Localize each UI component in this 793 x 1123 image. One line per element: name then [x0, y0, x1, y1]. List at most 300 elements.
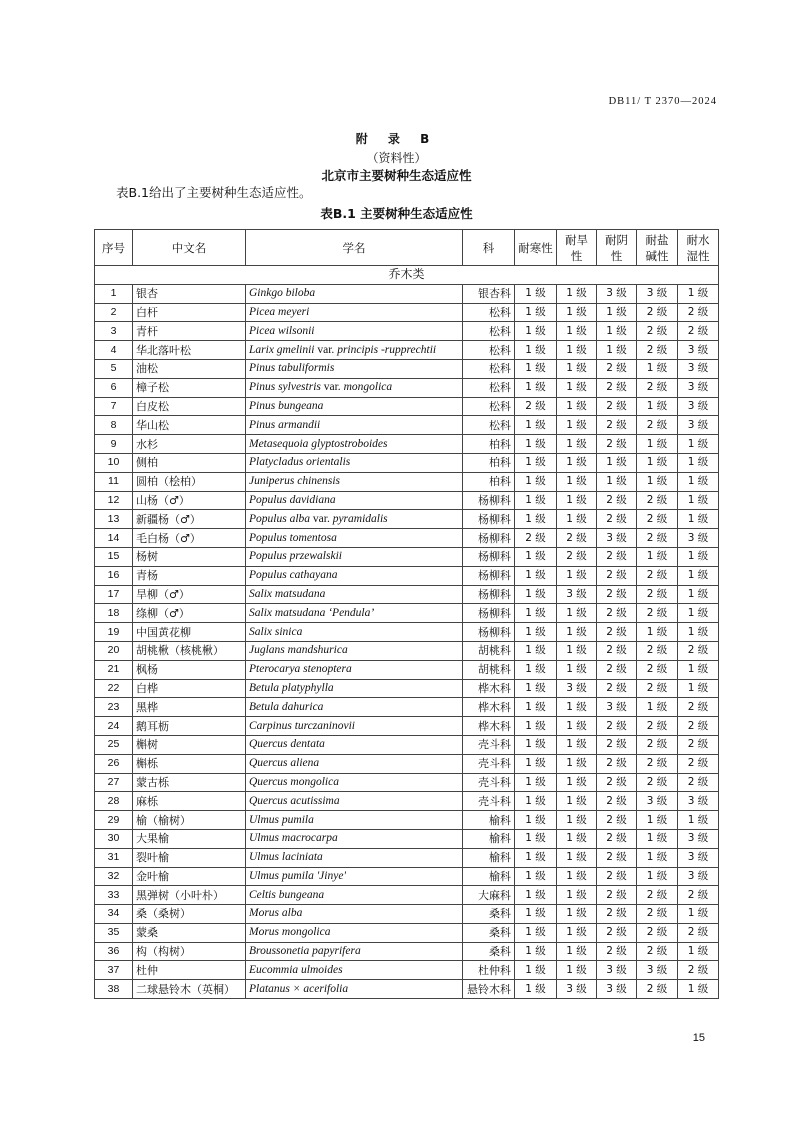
cell-no: 8 [95, 416, 133, 435]
cell-no: 21 [95, 660, 133, 679]
cell-shade-tolerance: 2 级 [597, 378, 637, 397]
cell-chinese-name: 胡桃楸（核桃楸） [133, 641, 246, 660]
cell-family: 松科 [463, 378, 515, 397]
cell-family: 松科 [463, 303, 515, 322]
table-row [95, 886, 719, 905]
cell-salt-tolerance: 2 级 [637, 679, 678, 698]
cell-family: 悬铃木科 [463, 980, 515, 999]
cell-chinese-name: 蒙桑 [133, 923, 246, 942]
cell-water-tolerance: 1 级 [678, 547, 719, 566]
cell-no: 22 [95, 679, 133, 698]
cell-salt-tolerance: 2 级 [637, 942, 678, 961]
cell-salt-tolerance: 2 级 [637, 660, 678, 679]
cell-water-tolerance: 3 级 [678, 867, 719, 886]
cell-scientific-name: Ulmus laciniata [246, 848, 463, 867]
cell-salt-tolerance: 1 级 [637, 359, 678, 378]
tree-adaptability-table [94, 229, 719, 999]
cell-no: 17 [95, 585, 133, 604]
cell-no: 1 [95, 284, 133, 303]
col-header-salt: 耐盐碱性 [637, 230, 678, 266]
cell-shade-tolerance: 1 级 [597, 472, 637, 491]
cell-water-tolerance: 1 级 [678, 679, 719, 698]
cell-chinese-name: 裂叶榆 [133, 848, 246, 867]
cell-cold-tolerance: 1 级 [515, 378, 557, 397]
cell-chinese-name: 绦柳（♂） [133, 604, 246, 623]
cell-scientific-name: Ginkgo biloba [246, 284, 463, 303]
cell-scientific-name: Eucommia ulmoides [246, 961, 463, 980]
cell-salt-tolerance: 1 级 [637, 811, 678, 830]
cell-scientific-name: Platanus × acerifolia [246, 980, 463, 999]
table-row [95, 867, 719, 886]
cell-cold-tolerance: 1 级 [515, 641, 557, 660]
cell-family: 壳斗科 [463, 792, 515, 811]
cell-scientific-name: Ulmus pumila 'Jinye' [246, 867, 463, 886]
cell-no: 37 [95, 961, 133, 980]
col-header-drought: 耐旱性 [557, 230, 597, 266]
cell-drought-tolerance: 1 级 [557, 961, 597, 980]
cell-shade-tolerance: 2 级 [597, 886, 637, 905]
cell-family: 壳斗科 [463, 773, 515, 792]
table-row [95, 510, 719, 529]
cell-salt-tolerance: 3 级 [637, 961, 678, 980]
cell-water-tolerance: 3 级 [678, 341, 719, 360]
cell-drought-tolerance: 3 级 [557, 980, 597, 999]
cell-family: 银杏科 [463, 284, 515, 303]
cell-drought-tolerance: 3 级 [557, 585, 597, 604]
table-row [95, 453, 719, 472]
table-row [95, 698, 719, 717]
cell-drought-tolerance: 1 级 [557, 735, 597, 754]
cell-cold-tolerance: 1 级 [515, 491, 557, 510]
cell-family: 桦木科 [463, 717, 515, 736]
table-caption: 表B.1 主要树种生态适应性 [320, 206, 473, 221]
cell-scientific-name: Picea wilsonii [246, 322, 463, 341]
group-label: 乔木类 [95, 266, 719, 285]
cell-cold-tolerance: 1 级 [515, 435, 557, 454]
cell-water-tolerance: 3 级 [678, 416, 719, 435]
cell-no: 26 [95, 754, 133, 773]
cell-cold-tolerance: 1 级 [515, 453, 557, 472]
cell-scientific-name: Salix sinica [246, 623, 463, 642]
cell-shade-tolerance: 2 级 [597, 660, 637, 679]
cell-drought-tolerance: 1 级 [557, 867, 597, 886]
cell-chinese-name: 青杨 [133, 566, 246, 585]
cell-cold-tolerance: 1 级 [515, 303, 557, 322]
cell-salt-tolerance: 1 级 [637, 397, 678, 416]
cell-chinese-name: 华山松 [133, 416, 246, 435]
col-header-shade: 耐阴性 [597, 230, 637, 266]
cell-water-tolerance: 1 级 [678, 942, 719, 961]
cell-family: 杨柳科 [463, 547, 515, 566]
cell-no: 31 [95, 848, 133, 867]
cell-cold-tolerance: 1 级 [515, 660, 557, 679]
cell-salt-tolerance: 2 级 [637, 416, 678, 435]
cell-scientific-name: Quercus dentata [246, 735, 463, 754]
cell-family: 杨柳科 [463, 510, 515, 529]
cell-family: 杜仲科 [463, 961, 515, 980]
cell-cold-tolerance: 1 级 [515, 811, 557, 830]
cell-cold-tolerance: 1 级 [515, 754, 557, 773]
table-row [95, 416, 719, 435]
cell-scientific-name: Celtis bungeana [246, 886, 463, 905]
cell-chinese-name: 山杨（♂） [133, 491, 246, 510]
cell-cold-tolerance: 1 级 [515, 717, 557, 736]
col-header-family: 科 [463, 230, 515, 266]
cell-drought-tolerance: 1 级 [557, 829, 597, 848]
cell-shade-tolerance: 2 级 [597, 491, 637, 510]
cell-water-tolerance: 1 级 [678, 284, 719, 303]
cell-shade-tolerance: 3 级 [597, 961, 637, 980]
cell-drought-tolerance: 1 级 [557, 942, 597, 961]
cell-scientific-name: Morus alba [246, 905, 463, 924]
cell-shade-tolerance: 2 级 [597, 679, 637, 698]
cell-cold-tolerance: 1 级 [515, 923, 557, 942]
cell-drought-tolerance: 1 级 [557, 886, 597, 905]
cell-chinese-name: 枫杨 [133, 660, 246, 679]
cell-no: 18 [95, 604, 133, 623]
cell-water-tolerance: 3 级 [678, 378, 719, 397]
cell-shade-tolerance: 2 级 [597, 510, 637, 529]
cell-salt-tolerance: 2 级 [637, 980, 678, 999]
table-row [95, 754, 719, 773]
cell-family: 桑科 [463, 923, 515, 942]
cell-no: 9 [95, 435, 133, 454]
cell-water-tolerance: 1 级 [678, 566, 719, 585]
cell-chinese-name: 黑桦 [133, 698, 246, 717]
cell-cold-tolerance: 1 级 [515, 604, 557, 623]
cell-water-tolerance: 1 级 [678, 585, 719, 604]
cell-salt-tolerance: 2 级 [637, 905, 678, 924]
cell-chinese-name: 毛白杨（♂） [133, 529, 246, 548]
cell-cold-tolerance: 1 级 [515, 322, 557, 341]
cell-no: 34 [95, 905, 133, 924]
cell-salt-tolerance: 2 级 [637, 773, 678, 792]
cell-salt-tolerance: 2 级 [637, 923, 678, 942]
cell-scientific-name: Picea meyeri [246, 303, 463, 322]
cell-no: 36 [95, 942, 133, 961]
cell-drought-tolerance: 1 级 [557, 566, 597, 585]
cell-drought-tolerance: 1 级 [557, 848, 597, 867]
cell-cold-tolerance: 1 级 [515, 284, 557, 303]
cell-drought-tolerance: 1 级 [557, 435, 597, 454]
col-header-sci: 学名 [246, 230, 463, 266]
cell-scientific-name: Pinus armandii [246, 416, 463, 435]
cell-chinese-name: 旱柳（♂） [133, 585, 246, 604]
cell-shade-tolerance: 2 级 [597, 397, 637, 416]
cell-drought-tolerance: 3 级 [557, 679, 597, 698]
cell-chinese-name: 二球悬铃木（英桐） [133, 980, 246, 999]
cell-family: 榆科 [463, 811, 515, 830]
cell-family: 松科 [463, 322, 515, 341]
cell-shade-tolerance: 2 级 [597, 829, 637, 848]
table-row [95, 792, 719, 811]
cell-shade-tolerance: 2 级 [597, 773, 637, 792]
cell-no: 24 [95, 717, 133, 736]
cell-scientific-name: Broussonetia papyrifera [246, 942, 463, 961]
cell-drought-tolerance: 1 级 [557, 472, 597, 491]
cell-scientific-name: Juglans mandshurica [246, 641, 463, 660]
cell-salt-tolerance: 2 级 [637, 322, 678, 341]
appendix-title: 北京市主要树种生态适应性 [321, 168, 472, 183]
cell-no: 23 [95, 698, 133, 717]
cell-family: 松科 [463, 341, 515, 360]
cell-drought-tolerance: 1 级 [557, 923, 597, 942]
cell-family: 杨柳科 [463, 623, 515, 642]
header-row [95, 230, 719, 266]
cell-water-tolerance: 2 级 [678, 923, 719, 942]
cell-no: 12 [95, 491, 133, 510]
cell-family: 桦木科 [463, 679, 515, 698]
cell-family: 柏科 [463, 472, 515, 491]
cell-water-tolerance: 3 级 [678, 359, 719, 378]
cell-drought-tolerance: 2 级 [557, 547, 597, 566]
cell-salt-tolerance: 2 级 [637, 529, 678, 548]
cell-cold-tolerance: 1 级 [515, 359, 557, 378]
cell-shade-tolerance: 2 级 [597, 585, 637, 604]
cell-no: 13 [95, 510, 133, 529]
cell-salt-tolerance: 1 级 [637, 623, 678, 642]
cell-scientific-name: Betula platyphylla [246, 679, 463, 698]
cell-no: 30 [95, 829, 133, 848]
cell-chinese-name: 桑（桑树） [133, 905, 246, 924]
cell-salt-tolerance: 2 级 [637, 641, 678, 660]
cell-chinese-name: 蒙古栎 [133, 773, 246, 792]
cell-drought-tolerance: 1 级 [557, 397, 597, 416]
cell-shade-tolerance: 2 级 [597, 905, 637, 924]
cell-family: 桑科 [463, 942, 515, 961]
cell-water-tolerance: 1 级 [678, 435, 719, 454]
table-row [95, 811, 719, 830]
table-row [95, 397, 719, 416]
cell-family: 柏科 [463, 453, 515, 472]
cell-salt-tolerance: 1 级 [637, 698, 678, 717]
cell-family: 胡桃科 [463, 641, 515, 660]
cell-drought-tolerance: 1 级 [557, 322, 597, 341]
table-row [95, 961, 719, 980]
table-row [95, 923, 719, 942]
cell-cold-tolerance: 1 级 [515, 867, 557, 886]
cell-salt-tolerance: 2 级 [637, 886, 678, 905]
cell-water-tolerance: 1 级 [678, 491, 719, 510]
cell-family: 松科 [463, 416, 515, 435]
cell-cold-tolerance: 1 级 [515, 679, 557, 698]
appendix-label: 附 录 B [355, 132, 438, 146]
cell-chinese-name: 樟子松 [133, 378, 246, 397]
cell-scientific-name: Populus davidiana [246, 491, 463, 510]
table-row [95, 491, 719, 510]
cell-scientific-name: Quercus mongolica [246, 773, 463, 792]
cell-family: 松科 [463, 397, 515, 416]
cell-drought-tolerance: 1 级 [557, 453, 597, 472]
cell-drought-tolerance: 1 级 [557, 905, 597, 924]
appendix-nature: （资料性） [366, 151, 427, 165]
cell-chinese-name: 圆柏（桧柏） [133, 472, 246, 491]
cell-scientific-name: Morus mongolica [246, 923, 463, 942]
cell-salt-tolerance: 2 级 [637, 303, 678, 322]
cell-chinese-name: 金叶榆 [133, 867, 246, 886]
cell-water-tolerance: 3 级 [678, 829, 719, 848]
cell-shade-tolerance: 2 级 [597, 735, 637, 754]
cell-no: 5 [95, 359, 133, 378]
cell-shade-tolerance: 1 级 [597, 322, 637, 341]
cell-scientific-name: Pterocarya stenoptera [246, 660, 463, 679]
cell-water-tolerance: 1 级 [678, 453, 719, 472]
cell-scientific-name: Metasequoia glyptostroboides [246, 435, 463, 454]
cell-no: 35 [95, 923, 133, 942]
cell-no: 19 [95, 623, 133, 642]
cell-family: 杨柳科 [463, 491, 515, 510]
cell-no: 33 [95, 886, 133, 905]
table-row [95, 679, 719, 698]
cell-cold-tolerance: 1 级 [515, 547, 557, 566]
cell-cold-tolerance: 1 级 [515, 886, 557, 905]
cell-chinese-name: 槲栎 [133, 754, 246, 773]
cell-no: 3 [95, 322, 133, 341]
cell-drought-tolerance: 1 级 [557, 341, 597, 360]
cell-salt-tolerance: 1 级 [637, 472, 678, 491]
cell-cold-tolerance: 1 级 [515, 829, 557, 848]
cell-cold-tolerance: 1 级 [515, 905, 557, 924]
cell-no: 4 [95, 341, 133, 360]
cell-salt-tolerance: 2 级 [637, 341, 678, 360]
cell-family: 榆科 [463, 867, 515, 886]
cell-no: 25 [95, 735, 133, 754]
cell-shade-tolerance: 2 级 [597, 754, 637, 773]
cell-chinese-name: 青杆 [133, 322, 246, 341]
cell-cold-tolerance: 1 级 [515, 942, 557, 961]
cell-chinese-name: 中国黄花柳 [133, 623, 246, 642]
page-number: 15 [692, 1032, 705, 1044]
table-row [95, 660, 719, 679]
cell-drought-tolerance: 1 级 [557, 416, 597, 435]
cell-water-tolerance: 3 级 [678, 397, 719, 416]
cell-no: 14 [95, 529, 133, 548]
cell-water-tolerance: 1 级 [678, 980, 719, 999]
cell-cold-tolerance: 1 级 [515, 472, 557, 491]
cell-no: 2 [95, 303, 133, 322]
cell-scientific-name: Larix gmelinii var. principis -rupprechtii [246, 341, 463, 360]
table-row [95, 284, 719, 303]
table-row [95, 942, 719, 961]
cell-salt-tolerance: 1 级 [637, 435, 678, 454]
cell-water-tolerance: 2 级 [678, 717, 719, 736]
table-row [95, 435, 719, 454]
cell-salt-tolerance: 3 级 [637, 792, 678, 811]
cell-water-tolerance: 3 级 [678, 792, 719, 811]
cell-water-tolerance: 2 级 [678, 773, 719, 792]
table-row [95, 303, 719, 322]
cell-shade-tolerance: 2 级 [597, 811, 637, 830]
table-row [95, 322, 719, 341]
cell-drought-tolerance: 1 级 [557, 754, 597, 773]
cell-cold-tolerance: 1 级 [515, 848, 557, 867]
cell-shade-tolerance: 2 级 [597, 867, 637, 886]
cell-salt-tolerance: 2 级 [637, 378, 678, 397]
cell-chinese-name: 白桦 [133, 679, 246, 698]
cell-chinese-name: 构（构树） [133, 942, 246, 961]
cell-drought-tolerance: 1 级 [557, 491, 597, 510]
cell-water-tolerance: 3 级 [678, 848, 719, 867]
table-row [95, 359, 719, 378]
col-header-cold: 耐寒性 [515, 230, 557, 266]
cell-drought-tolerance: 1 级 [557, 303, 597, 322]
cell-salt-tolerance: 2 级 [637, 604, 678, 623]
table-row [95, 829, 719, 848]
cell-drought-tolerance: 1 级 [557, 604, 597, 623]
cell-cold-tolerance: 1 级 [515, 735, 557, 754]
cell-cold-tolerance: 1 级 [515, 698, 557, 717]
cell-salt-tolerance: 1 级 [637, 867, 678, 886]
cell-water-tolerance: 1 级 [678, 660, 719, 679]
cell-salt-tolerance: 2 级 [637, 566, 678, 585]
cell-family: 松科 [463, 359, 515, 378]
table-row [95, 472, 719, 491]
cell-chinese-name: 白杆 [133, 303, 246, 322]
col-header-cn: 中文名 [133, 230, 246, 266]
cell-no: 11 [95, 472, 133, 491]
cell-scientific-name: Pinus sylvestris var. mongolica [246, 378, 463, 397]
cell-scientific-name: Populus przewalskii [246, 547, 463, 566]
cell-no: 6 [95, 378, 133, 397]
cell-family: 榆科 [463, 848, 515, 867]
cell-cold-tolerance: 1 级 [515, 416, 557, 435]
cell-drought-tolerance: 1 级 [557, 359, 597, 378]
cell-drought-tolerance: 2 级 [557, 529, 597, 548]
cell-family: 杨柳科 [463, 585, 515, 604]
cell-scientific-name: Populus cathayana [246, 566, 463, 585]
cell-drought-tolerance: 1 级 [557, 284, 597, 303]
cell-water-tolerance: 1 级 [678, 510, 719, 529]
cell-drought-tolerance: 1 级 [557, 773, 597, 792]
cell-cold-tolerance: 1 级 [515, 623, 557, 642]
cell-shade-tolerance: 2 级 [597, 604, 637, 623]
cell-water-tolerance: 2 级 [678, 754, 719, 773]
cell-salt-tolerance: 1 级 [637, 547, 678, 566]
table-row [95, 641, 719, 660]
cell-water-tolerance: 1 级 [678, 604, 719, 623]
cell-shade-tolerance: 2 级 [597, 923, 637, 942]
cell-water-tolerance: 2 级 [678, 641, 719, 660]
cell-drought-tolerance: 1 级 [557, 717, 597, 736]
cell-scientific-name: Ulmus pumila [246, 811, 463, 830]
cell-chinese-name: 杜仲 [133, 961, 246, 980]
cell-family: 大麻科 [463, 886, 515, 905]
cell-shade-tolerance: 2 级 [597, 717, 637, 736]
cell-chinese-name: 华北落叶松 [133, 341, 246, 360]
cell-chinese-name: 新疆杨（♂） [133, 510, 246, 529]
cell-cold-tolerance: 1 级 [515, 980, 557, 999]
cell-cold-tolerance: 1 级 [515, 585, 557, 604]
table-row [95, 378, 719, 397]
cell-no: 16 [95, 566, 133, 585]
table-row [95, 773, 719, 792]
cell-shade-tolerance: 1 级 [597, 303, 637, 322]
cell-shade-tolerance: 2 级 [597, 547, 637, 566]
cell-chinese-name: 水杉 [133, 435, 246, 454]
table-row [95, 980, 719, 999]
cell-cold-tolerance: 2 级 [515, 529, 557, 548]
cell-drought-tolerance: 1 级 [557, 698, 597, 717]
cell-shade-tolerance: 2 级 [597, 942, 637, 961]
cell-salt-tolerance: 2 级 [637, 585, 678, 604]
cell-no: 29 [95, 811, 133, 830]
cell-family: 杨柳科 [463, 566, 515, 585]
cell-shade-tolerance: 1 级 [597, 341, 637, 360]
cell-no: 15 [95, 547, 133, 566]
cell-shade-tolerance: 2 级 [597, 416, 637, 435]
cell-family: 壳斗科 [463, 735, 515, 754]
cell-no: 38 [95, 980, 133, 999]
